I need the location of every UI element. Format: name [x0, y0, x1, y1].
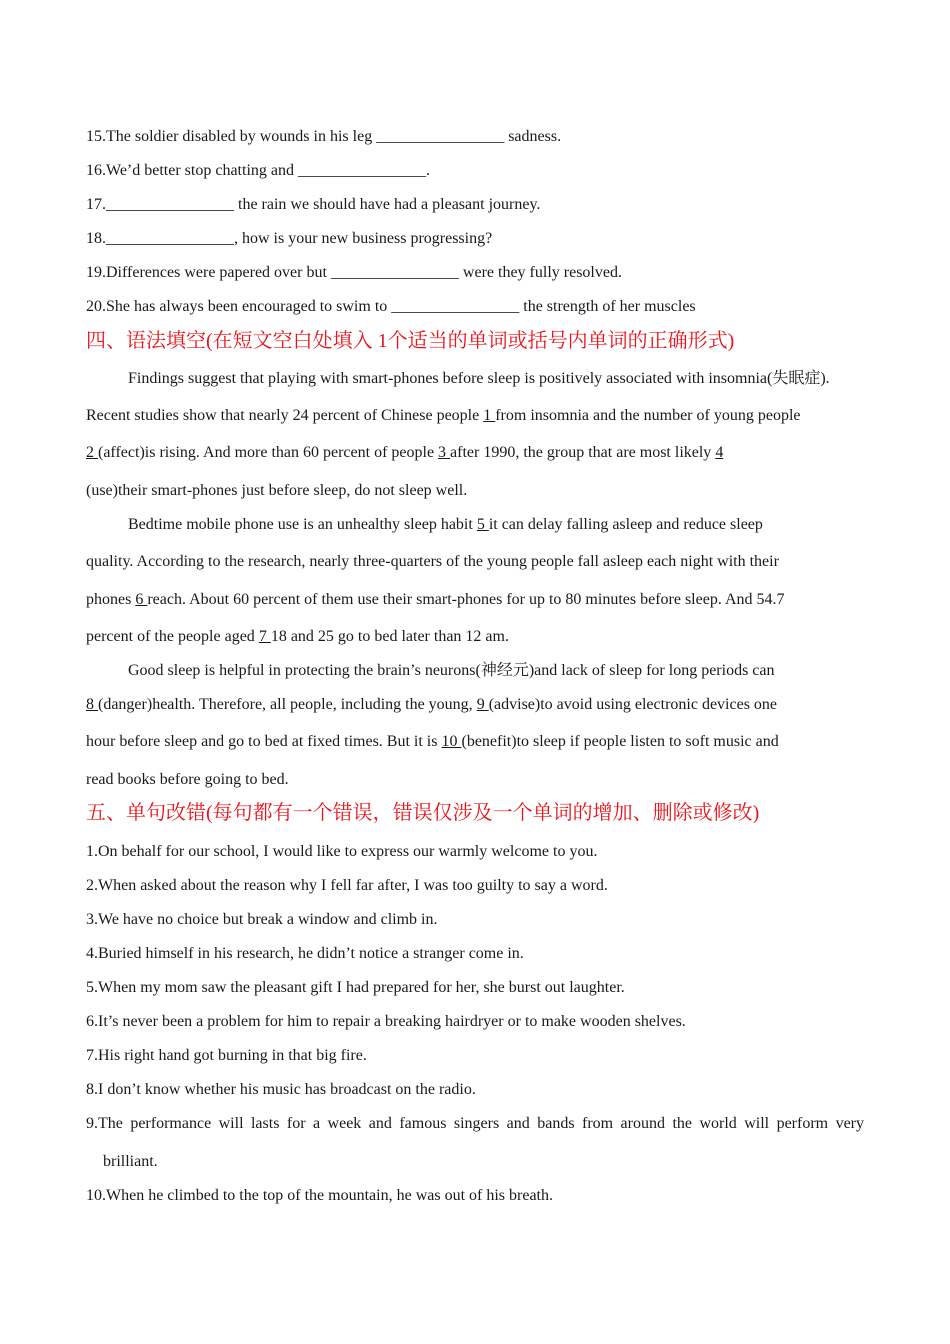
sentence-item-19: 19.Differences were papered over but ________________ were they fully resolved. [86, 264, 622, 281]
correction-item-10: 10.When he climbed to the top of the mountain, he was out of his breath. [86, 1187, 553, 1204]
blank-1[interactable]: 1 [483, 407, 496, 424]
passage-line: Recent studies show that nearly 24 percent of Chinese people 1 from insomnia and the number of young people [86, 407, 801, 424]
sentence-item-17: 17.________________ the rain we should have had a pleasant journey. [86, 196, 541, 213]
correction-item-9-continued: brilliant. [103, 1153, 158, 1170]
passage-line: quality. According to the research, nearly three-quarters of the young people fall asleep each night with their [86, 553, 779, 570]
blank-4[interactable]: 4 [715, 444, 724, 461]
passage-line: 8 (danger)health. Therefore, all people, including the young, 9 (advise)to avoid using electronic devices one [86, 696, 778, 713]
sentence-item-20: 20.She has always been encouraged to swim to ________________ the strength of her muscles [86, 298, 696, 315]
section-heading-error-correction: 五、单句改错(每句都有一个错误，错误仅涉及一个单词的增加、删除或修改) [86, 802, 760, 824]
passage-line: phones 6 reach. About 60 percent of them use their smart-phones for up to 80 minutes before sleep. And 54.7 [86, 591, 785, 608]
passage-line: hour before sleep and go to bed at fixed times. But it is 10 (benefit)to sleep if people listen to soft music and [86, 733, 779, 750]
correction-item-3: 3.We have no choice but break a window and climb in. [86, 911, 438, 928]
passage-line: Bedtime mobile phone use is an unhealthy sleep habit 5 it can delay falling asleep and reduce sleep [128, 516, 763, 533]
correction-item-8: 8.I don’t know whether his music has broadcast on the radio. [86, 1081, 476, 1098]
passage-line: read books before going to bed. [86, 771, 289, 788]
blank-9[interactable]: 9 [476, 696, 489, 713]
correction-item-1: 1.On behalf for our school, I would like to express our warmly welcome to you. [86, 843, 598, 860]
passage-line: (use)their smart-phones just before sleep, do not sleep well. [86, 482, 468, 499]
passage-line: Good sleep is helpful in protecting the brain’s neurons(神经元)and lack of sleep for long periods can [128, 662, 775, 679]
section-heading-grammar-fill: 四、语法填空(在短文空白处填入 1个适当的单词或括号内单词的正确形式) [86, 330, 735, 352]
correction-item-7: 7.His right hand got burning in that big fire. [86, 1047, 367, 1064]
passage-line: Findings suggest that playing with smart-phones before sleep is positively associated with insomnia(失眠症). [128, 370, 830, 387]
blank-3[interactable]: 3 [438, 444, 451, 461]
sentence-item-16: 16.We’d better stop chatting and ________________. [86, 162, 430, 179]
blank-10[interactable]: 10 [441, 733, 462, 750]
blank-5[interactable]: 5 [476, 516, 489, 533]
blank-6[interactable]: 6 [135, 591, 148, 608]
passage-line: percent of the people aged 7 18 and 25 go to bed later than 12 am. [86, 628, 509, 645]
correction-item-5: 5.When my mom saw the pleasant gift I had prepared for her, she burst out laughter. [86, 979, 625, 996]
correction-item-4: 4.Buried himself in his research, he didn’t notice a stranger come in. [86, 945, 524, 962]
correction-item-2: 2.When asked about the reason why I fell far after, I was too guilty to say a word. [86, 877, 608, 894]
blank-8[interactable]: 8 [86, 696, 98, 713]
sentence-item-15: 15.The soldier disabled by wounds in his leg ________________ sadness. [86, 128, 562, 145]
blank-7[interactable]: 7 [258, 628, 271, 645]
sentence-item-18: 18.________________, how is your new business progressing? [86, 230, 493, 247]
correction-item-9: 9.The performance will lasts for a week and famous singers and bands from around the world will perform very [86, 1115, 864, 1132]
blank-2[interactable]: 2 [86, 444, 98, 461]
correction-item-6: 6.It’s never been a problem for him to repair a breaking hairdryer or to make wooden shelves. [86, 1013, 686, 1030]
passage-line: 2 (affect)is rising. And more than 60 percent of people 3 after 1990, the group that are most likely 4 [86, 444, 724, 461]
